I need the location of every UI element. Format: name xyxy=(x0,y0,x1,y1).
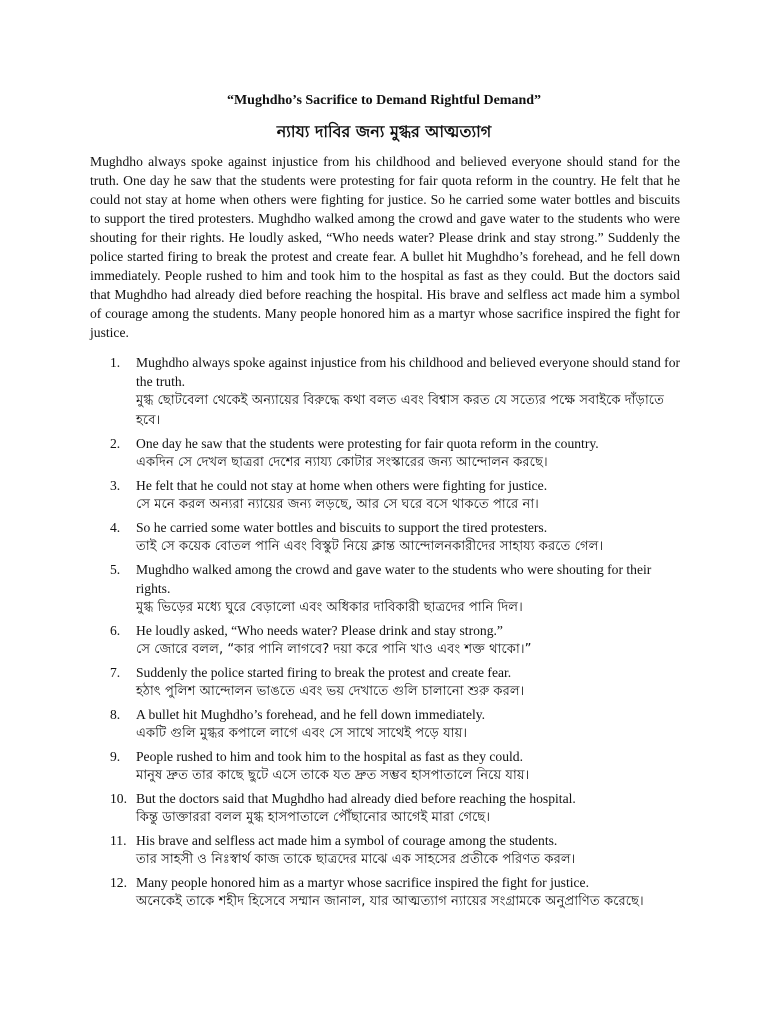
item-number: 3. xyxy=(110,478,121,493)
item-english-text: One day he saw that the students were protesting for fair quota reform in the country. xyxy=(136,436,599,451)
title-bengali: ন্যায্য দাবির জন্য মুগ্ধর আত্মত্যাগ xyxy=(276,122,492,141)
item-number: 8. xyxy=(110,707,121,722)
item-number: 7. xyxy=(110,665,121,680)
list-item xyxy=(90,873,680,912)
item-number: 12. xyxy=(110,875,127,890)
item-bengali-text: তাই সে কয়েক বোতল পানি এবং বিস্কুট নিয়ে ক্লান্ত আন্দোলনকারীদের সাহায্য করতে গেল। xyxy=(136,539,604,554)
item-number: 2. xyxy=(110,436,121,451)
item-bengali-text: অনেকেই তাকে শহীদ হিসেবে সম্মান জানাল, যার আত্মত্যাগ ন্যায়ের সংগ্রামকে অনুপ্রাণিত করেছে। xyxy=(136,894,644,909)
item-english-text: A bullet hit Mughdho’s forehead, and he fell down immediately. xyxy=(136,707,486,722)
item-english-text: He felt that he could not stay at home when others were fighting for justice. xyxy=(136,478,548,493)
list-item xyxy=(90,705,680,744)
item-bengali-text: হঠাৎ পুলিশ আন্দোলন ভাঙতে এবং ভয় দেখাতে গুলি চালানো শুরু করল। xyxy=(136,684,525,699)
item-english-text: Suddenly the police started firing to break the protest and create fear. xyxy=(136,665,512,680)
list-item xyxy=(90,747,680,786)
list-item xyxy=(90,476,680,515)
item-number: 5. xyxy=(110,562,121,577)
item-english-text: His brave and selfless act made him a symbol of courage among the students. xyxy=(136,833,558,848)
item-bengali-text: মুগ্ধ ছোটবেলা থেকেই অন্যায়ের বিরুদ্ধে কথা বলত এবং বিশ্বাস করত যে সত্যের পক্ষে সবাইকে দাঁড়াতে হবে। xyxy=(136,393,664,428)
list-item xyxy=(90,621,680,660)
numbered-list xyxy=(90,353,680,915)
list-item xyxy=(90,831,680,870)
item-english-text: People rushed to him and took him to the hospital as fast as they could. xyxy=(136,749,523,764)
title-english: “Mughdho’s Sacrifice to Demand Rightful Demand” xyxy=(226,93,542,108)
item-bengali-text: মুগ্ধ ভিড়ের মধ্যে ঘুরে বেড়ালো এবং অধিকার দাবিকারী ছাত্রদের পানি দিল। xyxy=(136,600,523,615)
item-english-text: So he carried some water bottles and biscuits to support the tired protesters. xyxy=(136,520,548,535)
item-english-text: But the doctors said that Mughdho had already died before reaching the hospital. xyxy=(136,791,576,806)
item-number: 4. xyxy=(110,520,121,535)
list-item xyxy=(90,434,680,473)
item-english-text: Mughdho always spoke against injustice from his childhood and believed everyone should stand for the truth. xyxy=(136,355,681,389)
item-bengali-text: কিন্তু ডাক্তাররা বলল মুগ্ধ হাসপাতালে পৌঁছানোর আগেই মারা গেছে। xyxy=(136,810,491,825)
intro-paragraph: Mughdho always spoke against injustice from his childhood and believed everyone should stand for the truth. One day he saw that the students were protesting for fair quota reform in the country. He felt that he could not stay at home when others were fighting for justice. So he carried some water bottles and biscuits to support the tired protesters. Mughdho walked among the crowd and gave water to the students who were shouting for their rights. He loudly asked, “Who needs water? Please drink and stay strong.” Suddenly the police started firing to break the protest and create fear. A bullet hit Mughdho’s forehead, and he fell down immediately. People rushed to him and took him to the hospital as fast as they could. But the doctors said that Mughdho had already died before reaching the hospital. His brave and selfless act made him a symbol of courage among the students. Many people honored him as a martyr whose sacrifice inspired the fight for justice. xyxy=(90,154,680,340)
item-number: 6. xyxy=(110,623,121,638)
item-english-text: Mughdho walked among the crowd and gave water to the students who were shouting for their rights. xyxy=(136,562,652,596)
list-item xyxy=(90,789,680,828)
item-number: 11. xyxy=(110,833,127,848)
list-item xyxy=(90,560,680,618)
list-item xyxy=(90,518,680,557)
item-bengali-text: একদিন সে দেখল ছাত্ররা দেশের ন্যায্য কোটার সংস্কারের জন্য আন্দোলন করছে। xyxy=(136,455,548,470)
item-bengali-text: একটি গুলি মুগ্ধর কপালে লাগে এবং সে সাথে সাথেই পড়ে যায়। xyxy=(136,726,468,741)
list-item xyxy=(90,353,680,431)
item-bengali-text: মানুষ দ্রুত তার কাছে ছুটে এসে তাকে যত দ্রুত সম্ভব হাসপাতালে নিয়ে যায়। xyxy=(136,768,530,783)
item-number: 9. xyxy=(110,749,121,764)
item-bengali-text: সে জোরে বলল, “কার পানি লাগবে? দয়া করে পানি খাও এবং শক্ত থাকো।” xyxy=(136,642,532,657)
item-bengali-text: সে মনে করল অন্যরা ন্যায়ের জন্য লড়ছে, আর সে ঘরে বসে থাকতে পারে না। xyxy=(136,497,539,512)
item-bengali-text: তার সাহসী ও নিঃস্বার্থ কাজ তাকে ছাত্রদের মাঝে এক সাহসের প্রতীকে পরিণত করল। xyxy=(136,852,576,867)
list-item xyxy=(90,663,680,702)
item-english-text: Many people honored him as a martyr whose sacrifice inspired the fight for justice. xyxy=(136,875,589,890)
item-number: 10. xyxy=(110,791,127,806)
item-english-text: He loudly asked, “Who needs water? Please drink and stay strong.” xyxy=(136,623,503,638)
item-number: 1. xyxy=(110,355,121,370)
